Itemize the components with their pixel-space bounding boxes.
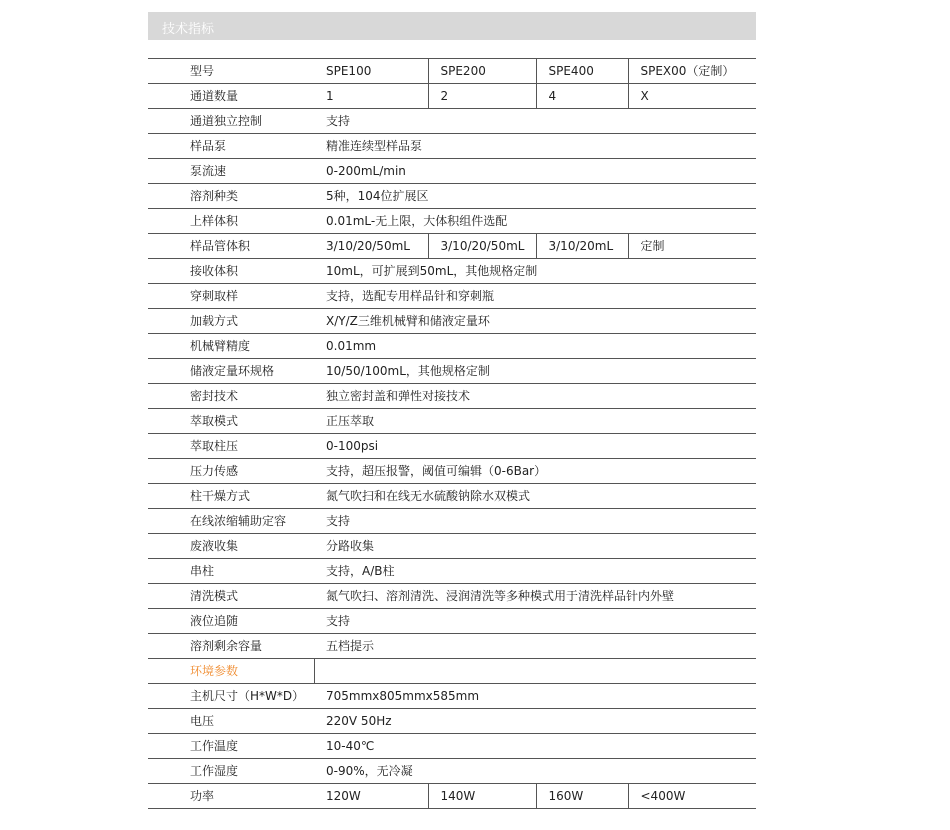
table-row-env-heading — [148, 659, 756, 684]
cell-value: 5种，104位扩展区 — [314, 184, 756, 209]
cell-value: 3/10/20/50mL — [428, 234, 536, 259]
row-label: 萃取柱压 — [148, 434, 314, 459]
cell-value: 4 — [536, 84, 628, 109]
cell-value: 3/10/20mL — [536, 234, 628, 259]
cell-value: 分路收集 — [314, 534, 756, 559]
row-label: 工作温度 — [148, 734, 314, 759]
cell-value: 0.01mm — [314, 334, 756, 359]
table-row — [148, 634, 756, 659]
table-row — [148, 459, 756, 484]
row-label: 在线浓缩辅助定容 — [148, 509, 314, 534]
cell-value: 支持，超压报警，阈值可编辑（0-6Bar） — [314, 459, 756, 484]
cell-value: 10/50/100mL，其他规格定制 — [314, 359, 756, 384]
row-label: 储液定量环规格 — [148, 359, 314, 384]
table-row — [148, 334, 756, 359]
section-header-bar — [148, 12, 756, 40]
row-label: 样品管体积 — [148, 234, 314, 259]
cell-value: SPE400 — [536, 59, 628, 84]
table-row-channels — [148, 84, 756, 109]
table-row — [148, 284, 756, 309]
cell-value: 160W — [536, 784, 628, 809]
table-row — [148, 159, 756, 184]
cell-value: 705mmx805mmx585mm — [314, 684, 756, 709]
table-row — [148, 409, 756, 434]
cell-value: 0.01mL-无上限，大体积组件选配 — [314, 209, 756, 234]
cell-value: 精准连续型样品泵 — [314, 134, 756, 159]
cell-value: 支持，选配专用样品针和穿刺瓶 — [314, 284, 756, 309]
cell-value: SPE100 — [314, 59, 428, 84]
row-label: 通道独立控制 — [148, 109, 314, 134]
row-label: 电压 — [148, 709, 314, 734]
table-row — [148, 534, 756, 559]
cell-value: 3/10/20/50mL — [314, 234, 428, 259]
cell-value: 支持 — [314, 509, 756, 534]
row-label: 样品泵 — [148, 134, 314, 159]
cell-value: X/Y/Z三维机械臂和储液定量环 — [314, 309, 756, 334]
env-heading: 环境参数 — [148, 659, 314, 684]
table-row — [148, 484, 756, 509]
cell-value: 220V 50Hz — [314, 709, 756, 734]
table-row — [148, 684, 756, 709]
row-label: 泵流速 — [148, 159, 314, 184]
row-label: 穿刺取样 — [148, 284, 314, 309]
section-title: 技术指标 — [162, 22, 215, 37]
table-row — [148, 559, 756, 584]
cell-value: 1 — [314, 84, 428, 109]
row-label: 上样体积 — [148, 209, 314, 234]
table-row — [148, 734, 756, 759]
table-row — [148, 434, 756, 459]
table-row — [148, 384, 756, 409]
row-label: 压力传感 — [148, 459, 314, 484]
row-label: 萃取模式 — [148, 409, 314, 434]
cell-value: 独立密封盖和弹性对接技术 — [314, 384, 756, 409]
table-row — [148, 759, 756, 784]
cell-value: SPE200 — [428, 59, 536, 84]
row-label: 型号 — [148, 59, 314, 84]
spec-table — [148, 58, 756, 809]
cell-value: 支持 — [314, 109, 756, 134]
table-row — [148, 109, 756, 134]
row-label: 密封技术 — [148, 384, 314, 409]
table-row — [148, 134, 756, 159]
cell-value: 支持，A/B柱 — [314, 559, 756, 584]
cell-value: 0-90%，无冷凝 — [314, 759, 756, 784]
cell-value: 氮气吹扫和在线无水硫酸钠除水双模式 — [314, 484, 756, 509]
table-row — [148, 209, 756, 234]
cell-value: 氮气吹扫、溶剂清洗、浸润清洗等多种模式用于清洗样品针内外壁 — [314, 584, 756, 609]
row-label: 溶剂剩余容量 — [148, 634, 314, 659]
table-row — [148, 309, 756, 334]
table-row — [148, 709, 756, 734]
row-label: 清洗模式 — [148, 584, 314, 609]
row-label: 接收体积 — [148, 259, 314, 284]
table-row-tube-volume — [148, 234, 756, 259]
env-heading-empty — [314, 659, 756, 684]
cell-value: <400W — [628, 784, 756, 809]
table-row — [148, 509, 756, 534]
row-label: 柱干燥方式 — [148, 484, 314, 509]
table-row — [148, 359, 756, 384]
table-row — [148, 609, 756, 634]
row-label: 废液收集 — [148, 534, 314, 559]
cell-value: 五档提示 — [314, 634, 756, 659]
table-row — [148, 259, 756, 284]
row-label: 加载方式 — [148, 309, 314, 334]
row-label: 溶剂种类 — [148, 184, 314, 209]
cell-value: 0-200mL/min — [314, 159, 756, 184]
table-row — [148, 584, 756, 609]
table-row-model — [148, 59, 756, 84]
row-label: 工作湿度 — [148, 759, 314, 784]
cell-value: 2 — [428, 84, 536, 109]
cell-value: 定制 — [628, 234, 756, 259]
row-label: 功率 — [148, 784, 314, 809]
cell-value: X — [628, 84, 756, 109]
table-row — [148, 184, 756, 209]
cell-value: 0-100psi — [314, 434, 756, 459]
cell-value: 120W — [314, 784, 428, 809]
cell-value: 正压萃取 — [314, 409, 756, 434]
row-label: 机械臂精度 — [148, 334, 314, 359]
row-label: 通道数量 — [148, 84, 314, 109]
row-label: 串柱 — [148, 559, 314, 584]
cell-value: 10mL，可扩展到50mL，其他规格定制 — [314, 259, 756, 284]
row-label: 主机尺寸（H*W*D） — [148, 684, 314, 709]
cell-value: 支持 — [314, 609, 756, 634]
row-label: 液位追随 — [148, 609, 314, 634]
cell-value: 10-40℃ — [314, 734, 756, 759]
table-row-power — [148, 784, 756, 809]
cell-value: SPEX00（定制） — [628, 59, 756, 84]
cell-value: 140W — [428, 784, 536, 809]
